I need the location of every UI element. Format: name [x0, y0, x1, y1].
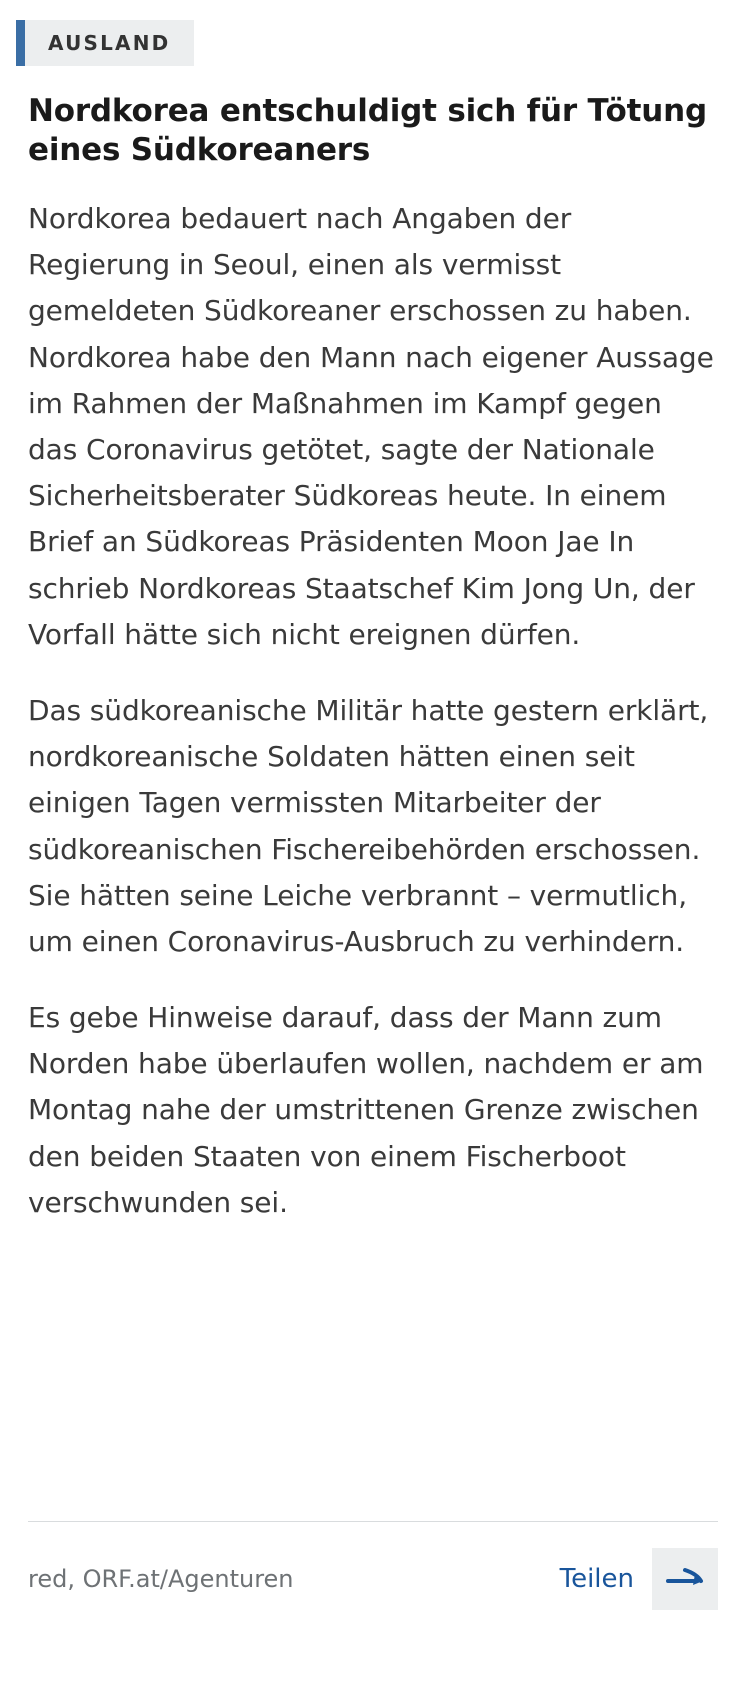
share-label[interactable]: Teilen	[559, 1564, 634, 1594]
article-source: red, ORF.at/Agenturen	[28, 1565, 294, 1593]
category-badge[interactable]	[16, 20, 194, 66]
category-badge-box	[25, 20, 194, 66]
article-paragraph: Nordkorea bedauert nach Angaben der Regierung in Seoul, einen als vermisst gemeldeten Südkoreaner erschossen zu haben. Nordkorea habe den Mann nach eigener Aussage im Rahmen der Maßnahmen im Kampf gegen das Coronavirus getötet, sagte der Nationale Sicherheitsberater Südkoreas heute. In einem Brief an Südkoreas Präsidenten Moon Jae In schrieb Nordkoreas Staatschef Kim Jong Un, der Vorfall hätte sich nicht ereignen dürfen.	[28, 202, 714, 651]
page-title: Nordkorea entschuldigt sich für Tötung eines Südkoreaners	[28, 93, 707, 169]
article-paragraph: Das südkoreanische Militär hatte gestern erklärt, nordkoreanische Soldaten hätten einen seit einigen Tagen vermissten Mitarbeiter der südkoreanischen Fischereibehörden erschossen. Sie hätten seine Leiche verbrannt – vermutlich, um einen Coronavirus-Ausbruch zu verhindern.	[28, 693, 709, 958]
article-paragraph: Es gebe Hinweise darauf, dass der Mann zum Norden habe überlaufen wollen, nachdem er am Montag nahe der umstrittenen Grenze zwischen den beiden Staaten von einem Fischerboot verschwunden sei.	[28, 1001, 704, 1219]
accent-bar	[16, 20, 25, 66]
article-body	[28, 196, 718, 1226]
article-page	[0, 20, 746, 1692]
arrow-right-icon	[665, 1564, 705, 1594]
article-footer	[28, 1521, 718, 1610]
category-label: AUSLAND	[48, 31, 171, 55]
share-button[interactable]	[652, 1548, 718, 1610]
share-control[interactable]	[560, 1548, 718, 1610]
